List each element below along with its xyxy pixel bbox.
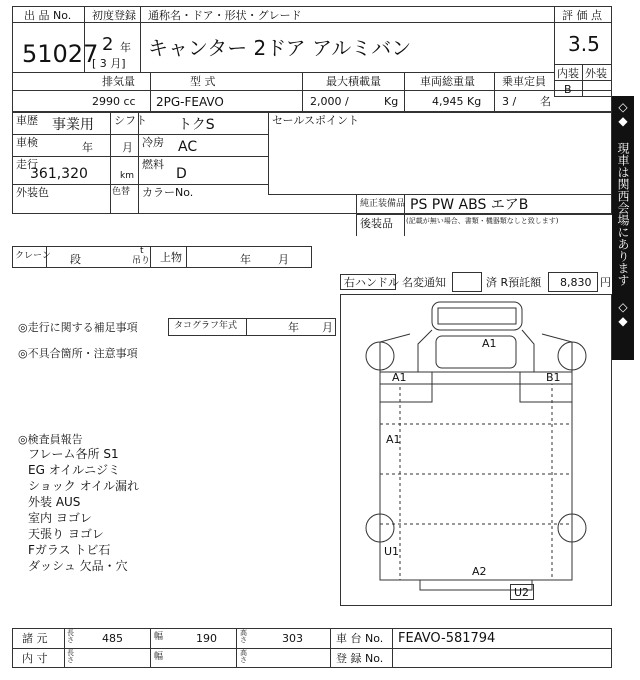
damage-mark: A1: [392, 371, 407, 384]
defect-notes-label: ◎不具合箇所・注意事項: [18, 347, 138, 360]
color-code-label: カラーNo.: [142, 186, 194, 199]
inspector-item: 室内 ヨゴレ: [28, 511, 92, 525]
capacity-label: 乗車定員: [502, 75, 546, 88]
reg-label: 初度登録: [92, 9, 136, 22]
mileage-value: 361,320: [30, 166, 88, 182]
inspection-label: 車検: [16, 136, 38, 149]
recycle-label: 済 R預託額: [486, 276, 542, 289]
chassis-label: 車 台 No.: [336, 632, 384, 645]
interior-grade: B: [564, 83, 572, 96]
lot-label: 出 品 No.: [24, 9, 72, 22]
vehicle-name-label: 通称名・ドア・形状・グレード: [148, 9, 302, 22]
fuel-value: D: [176, 166, 187, 182]
recycle-amount: 8,830: [560, 276, 592, 289]
ac-value: AC: [178, 139, 198, 155]
damage-mark: A1: [482, 337, 497, 350]
damage-mark: A1: [386, 433, 401, 446]
inspector-item: ショック オイル漏れ: [28, 479, 139, 493]
crane-ton: 吊り: [132, 256, 151, 266]
mileage-label: 走行: [16, 158, 38, 171]
ac-label: 冷房: [142, 136, 164, 149]
color-label: 外装色: [16, 186, 49, 199]
interior-dims-label: 内 寸: [22, 652, 48, 665]
length-label: 長さ: [67, 629, 74, 644]
aftermarket-note: (記載が無い場合、書類・機器類なしと致します): [406, 217, 559, 225]
driving-notes-label: ◎走行に関する補足事項: [18, 321, 138, 334]
reg-year-unit: 年: [120, 41, 131, 54]
damage-mark: A2: [472, 565, 487, 578]
mount-year: 年: [240, 253, 251, 266]
model-code: 2PG-FEAVO: [156, 95, 224, 109]
maxload-value: 2,000 /: [310, 95, 349, 108]
name-change-label: 名変通知: [402, 276, 446, 289]
color-change-label: 色替: [112, 187, 131, 197]
mount-month: 月: [278, 253, 289, 266]
gross-weight-label: 車両総重量: [420, 75, 475, 88]
shift-label: シフト: [114, 114, 147, 127]
width-value: 190: [196, 632, 217, 645]
model-label: 型 式: [190, 75, 216, 88]
displacement: 2990 cc: [92, 95, 136, 108]
inspector-item: EG オイルニジミ: [28, 463, 121, 477]
damage-mark: U2: [514, 586, 530, 599]
mount-label: 上物: [160, 251, 182, 264]
inspector-report-label: ◎検査員報告: [18, 433, 83, 446]
length-value: 485: [102, 632, 123, 645]
tachograph-year: 年: [288, 321, 299, 334]
tachograph-month: 月: [322, 321, 333, 334]
dims-label: 諸 元: [22, 632, 48, 645]
inspection-month: 月: [122, 141, 133, 154]
exterior-grade-label: 外装: [585, 67, 607, 80]
inspector-item: フレーム各所 S1: [28, 447, 119, 461]
int-length-label: 長さ: [67, 649, 74, 664]
width-label: 幅: [154, 632, 164, 642]
fuel-label: 燃料: [142, 158, 164, 171]
vehicle-name: キャンター 2ドア アルミバン: [148, 36, 412, 60]
damage-mark: U1: [384, 545, 400, 558]
int-height-label: 高さ: [240, 649, 247, 664]
damage-mark: B1: [546, 371, 561, 384]
history-label: 車歴: [16, 114, 38, 127]
shift-value: トクS: [178, 117, 215, 133]
reg-no-label: 登 録 No.: [336, 652, 384, 665]
capacity-value: 3 /: [502, 95, 517, 108]
crane-stage: 段: [70, 253, 81, 266]
location-banner-text: ◇◆ 現車は関西会場にあります ◇◆: [616, 100, 630, 328]
vehicle-diagram: [340, 294, 612, 606]
int-width-label: 幅: [154, 652, 164, 662]
eval-score: 3.5: [568, 32, 600, 56]
inspector-item: 天張り ヨゴレ: [28, 527, 104, 541]
crane-label: クレーン: [15, 251, 51, 261]
maxload-label: 最大積載量: [326, 75, 381, 88]
capacity-unit: 名: [540, 95, 551, 108]
reg-month: [ 3 月]: [92, 57, 126, 70]
aftermarket-label: 後装品: [360, 217, 393, 230]
equipment-label: 純正装備品: [360, 199, 406, 209]
crane-ton-mark: t: [140, 246, 144, 256]
height-value: 303: [282, 632, 303, 645]
gross-weight: 4,945 Kg: [432, 95, 482, 108]
inspector-report-list: [28, 448, 139, 576]
chassis-number: FEAVO-581794: [398, 631, 496, 646]
recycle-unit: 円: [600, 276, 611, 289]
inspector-item: 外装 AUS: [28, 495, 81, 509]
inspection-year: 年: [82, 141, 93, 154]
inspector-item: ダッシュ 欠品・穴: [28, 559, 128, 573]
eval-label: 評 価 点: [562, 9, 602, 22]
interior-grade-label: 内装: [557, 67, 579, 80]
steering: 右ハンドル: [344, 276, 399, 289]
reg-year-value: 2: [102, 34, 114, 55]
equipment-value: PS PW ABS エアB: [410, 197, 529, 213]
history-value: 事業用: [52, 117, 94, 133]
inspector-item: Fガラス トビ石: [28, 543, 111, 557]
name-change-box: [452, 272, 482, 292]
height-label: 高さ: [240, 629, 247, 644]
tachograph-label: タコグラフ年式: [174, 321, 238, 331]
lot-number: 51027: [22, 40, 99, 68]
sales-point-label: セールスポイント: [272, 114, 360, 127]
mileage-unit: km: [120, 171, 134, 181]
displacement-label: 排気量: [102, 75, 135, 88]
maxload-unit: Kg: [384, 95, 399, 108]
